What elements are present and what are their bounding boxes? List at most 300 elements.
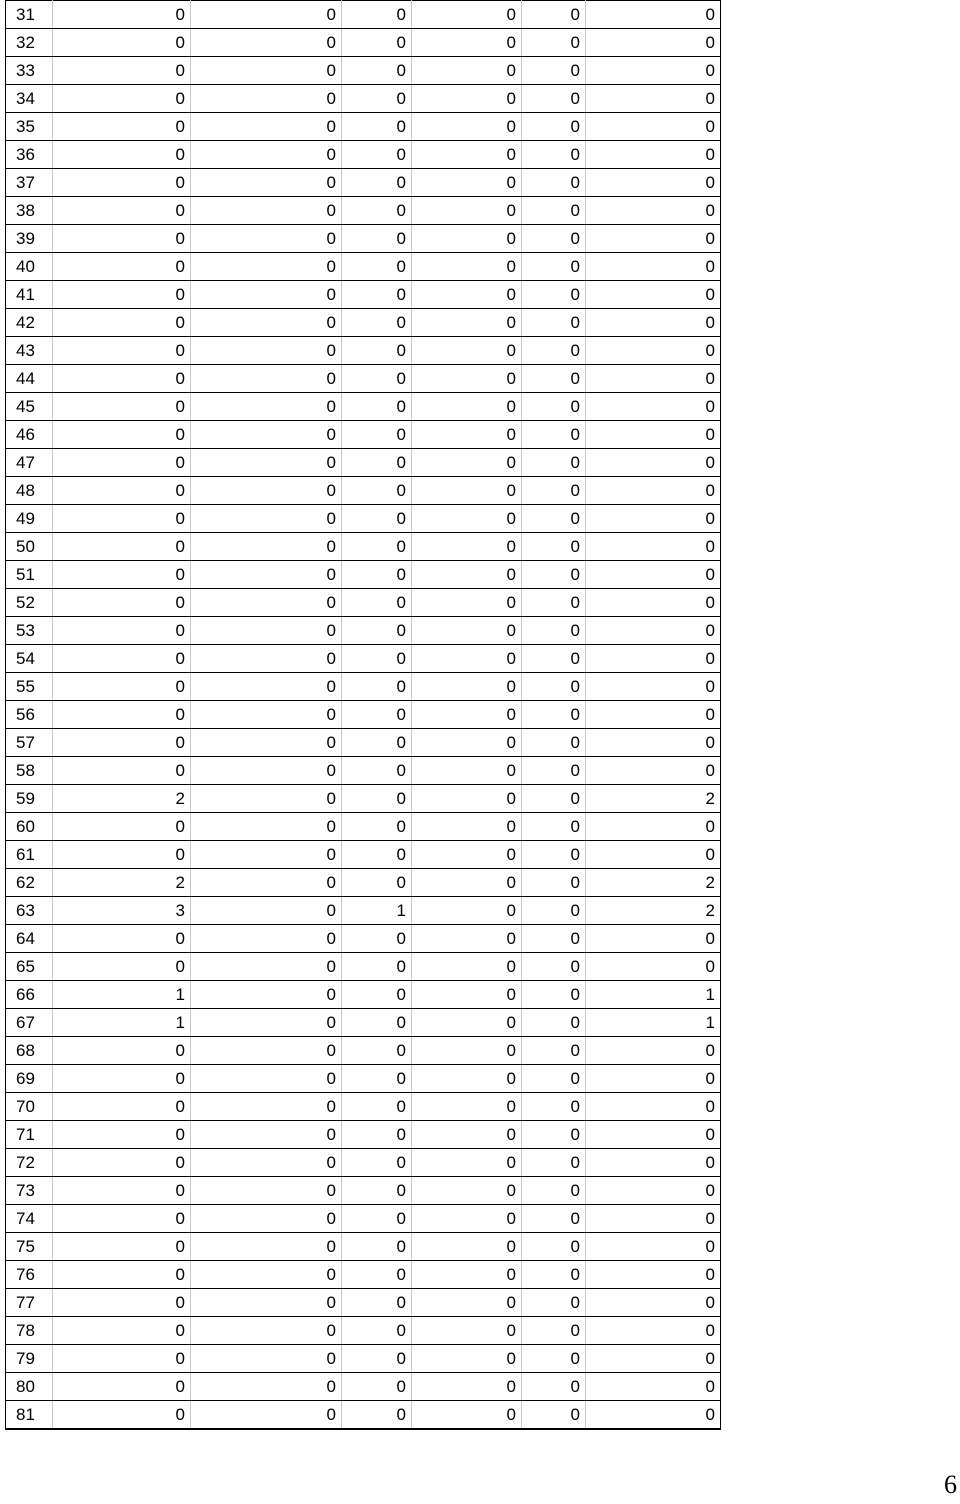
data-table (5, 0, 721, 1430)
row-number-cell: 68 (6, 1037, 53, 1065)
value-cell: 0 (412, 869, 522, 897)
value-cell: 0 (522, 813, 586, 841)
value-cell: 0 (412, 757, 522, 785)
value-cell: 0 (191, 785, 342, 813)
value-cell: 0 (586, 1205, 721, 1233)
value-cell: 0 (342, 225, 412, 253)
table-row (6, 1317, 721, 1345)
table-row (6, 869, 721, 897)
value-cell: 0 (191, 309, 342, 337)
table-row (6, 393, 721, 421)
value-cell: 0 (342, 85, 412, 113)
value-cell: 0 (191, 505, 342, 533)
value-cell: 0 (342, 57, 412, 85)
value-cell: 0 (53, 561, 191, 589)
value-cell: 0 (342, 113, 412, 141)
value-cell: 0 (586, 337, 721, 365)
value-cell: 1 (342, 897, 412, 925)
value-cell: 0 (412, 449, 522, 477)
value-cell: 0 (191, 421, 342, 449)
table-row (6, 477, 721, 505)
table-row (6, 505, 721, 533)
value-cell: 0 (522, 1289, 586, 1317)
value-cell: 0 (586, 253, 721, 281)
row-number-cell: 73 (6, 1177, 53, 1205)
table-row (6, 197, 721, 225)
value-cell: 0 (53, 617, 191, 645)
value-cell: 0 (412, 1177, 522, 1205)
value-cell: 0 (53, 673, 191, 701)
table-row (6, 253, 721, 281)
value-cell: 0 (412, 113, 522, 141)
value-cell: 0 (191, 197, 342, 225)
table-row (6, 1009, 721, 1037)
row-number-cell: 67 (6, 1009, 53, 1037)
value-cell: 0 (342, 1317, 412, 1345)
table-row (6, 1401, 721, 1430)
row-number-cell: 39 (6, 225, 53, 253)
row-number-cell: 80 (6, 1373, 53, 1401)
value-cell: 0 (586, 645, 721, 673)
value-cell: 0 (342, 757, 412, 785)
value-cell: 0 (342, 253, 412, 281)
table-row (6, 169, 721, 197)
value-cell: 0 (586, 1, 721, 29)
value-cell: 0 (586, 1345, 721, 1373)
value-cell: 0 (522, 589, 586, 617)
value-cell: 0 (191, 841, 342, 869)
row-number-cell: 70 (6, 1093, 53, 1121)
row-number-cell: 36 (6, 141, 53, 169)
value-cell: 0 (412, 1205, 522, 1233)
value-cell: 0 (191, 1093, 342, 1121)
value-cell: 0 (53, 477, 191, 505)
row-number-cell: 40 (6, 253, 53, 281)
row-number-cell: 34 (6, 85, 53, 113)
row-number-cell: 56 (6, 701, 53, 729)
table-row (6, 225, 721, 253)
value-cell: 0 (522, 785, 586, 813)
value-cell: 0 (412, 925, 522, 953)
table-row (6, 113, 721, 141)
value-cell: 0 (412, 813, 522, 841)
row-number-cell: 61 (6, 841, 53, 869)
value-cell: 0 (191, 141, 342, 169)
value-cell: 1 (53, 981, 191, 1009)
value-cell: 0 (522, 1, 586, 29)
table-row (6, 1289, 721, 1317)
value-cell: 0 (191, 757, 342, 785)
value-cell: 0 (586, 1177, 721, 1205)
value-cell: 0 (412, 85, 522, 113)
table-row (6, 1149, 721, 1177)
value-cell: 0 (412, 197, 522, 225)
value-cell: 0 (342, 869, 412, 897)
value-cell: 0 (586, 1289, 721, 1317)
value-cell: 0 (53, 505, 191, 533)
row-number-cell: 46 (6, 421, 53, 449)
value-cell: 0 (342, 1345, 412, 1373)
value-cell: 0 (586, 309, 721, 337)
table-row (6, 645, 721, 673)
value-cell: 0 (342, 281, 412, 309)
value-cell: 0 (53, 281, 191, 309)
value-cell: 0 (522, 981, 586, 1009)
value-cell: 0 (522, 757, 586, 785)
value-cell: 0 (191, 477, 342, 505)
value-cell: 0 (191, 1121, 342, 1149)
table-row (6, 1065, 721, 1093)
value-cell: 0 (522, 1065, 586, 1093)
value-cell: 0 (53, 141, 191, 169)
value-cell: 0 (586, 841, 721, 869)
row-number-cell: 59 (6, 785, 53, 813)
value-cell: 0 (53, 449, 191, 477)
value-cell: 0 (191, 1177, 342, 1205)
value-cell: 0 (412, 1233, 522, 1261)
value-cell: 0 (586, 1093, 721, 1121)
value-cell: 0 (586, 57, 721, 85)
row-number-cell: 66 (6, 981, 53, 1009)
row-number-cell: 64 (6, 925, 53, 953)
value-cell: 0 (412, 57, 522, 85)
value-cell: 0 (191, 1065, 342, 1093)
row-number-cell: 37 (6, 169, 53, 197)
value-cell: 0 (412, 785, 522, 813)
row-number-cell: 60 (6, 813, 53, 841)
value-cell: 0 (342, 505, 412, 533)
value-cell: 0 (191, 645, 342, 673)
value-cell: 0 (342, 645, 412, 673)
row-number-cell: 81 (6, 1401, 53, 1430)
value-cell: 0 (412, 561, 522, 589)
value-cell: 0 (586, 1401, 721, 1430)
table-row (6, 141, 721, 169)
value-cell: 0 (586, 953, 721, 981)
row-number-cell: 54 (6, 645, 53, 673)
value-cell: 0 (412, 141, 522, 169)
value-cell: 0 (191, 1289, 342, 1317)
value-cell: 0 (342, 477, 412, 505)
value-cell: 0 (191, 589, 342, 617)
value-cell: 0 (586, 477, 721, 505)
table-body (6, 1, 721, 1430)
row-number-cell: 62 (6, 869, 53, 897)
row-number-cell: 63 (6, 897, 53, 925)
row-number-cell: 41 (6, 281, 53, 309)
value-cell: 0 (522, 1121, 586, 1149)
value-cell: 0 (412, 533, 522, 561)
row-number-cell: 50 (6, 533, 53, 561)
value-cell: 0 (586, 225, 721, 253)
value-cell: 0 (412, 281, 522, 309)
value-cell: 0 (342, 1401, 412, 1430)
value-cell: 0 (342, 561, 412, 589)
value-cell: 1 (586, 981, 721, 1009)
table-row (6, 1345, 721, 1373)
value-cell: 0 (522, 57, 586, 85)
value-cell: 0 (342, 1149, 412, 1177)
value-cell: 0 (342, 1205, 412, 1233)
value-cell: 0 (191, 813, 342, 841)
value-cell: 0 (191, 869, 342, 897)
value-cell: 0 (586, 29, 721, 57)
value-cell: 0 (586, 589, 721, 617)
table-row (6, 981, 721, 1009)
value-cell: 0 (586, 925, 721, 953)
value-cell: 0 (522, 533, 586, 561)
value-cell: 0 (342, 1093, 412, 1121)
value-cell: 0 (191, 1233, 342, 1261)
value-cell: 0 (522, 561, 586, 589)
value-cell: 0 (342, 701, 412, 729)
value-cell: 0 (412, 841, 522, 869)
value-cell: 0 (53, 953, 191, 981)
row-number-cell: 74 (6, 1205, 53, 1233)
row-number-cell: 57 (6, 729, 53, 757)
table-row (6, 1373, 721, 1401)
value-cell: 0 (191, 57, 342, 85)
value-cell: 0 (412, 897, 522, 925)
value-cell: 0 (586, 169, 721, 197)
value-cell: 0 (53, 1205, 191, 1233)
table-row (6, 281, 721, 309)
value-cell: 0 (522, 393, 586, 421)
row-number-cell: 72 (6, 1149, 53, 1177)
value-cell: 0 (53, 393, 191, 421)
table-row (6, 1205, 721, 1233)
value-cell: 0 (342, 1009, 412, 1037)
table-row (6, 757, 721, 785)
value-cell: 0 (342, 421, 412, 449)
value-cell: 2 (586, 785, 721, 813)
value-cell: 0 (412, 365, 522, 393)
value-cell: 0 (342, 365, 412, 393)
value-cell: 0 (191, 1373, 342, 1401)
value-cell: 2 (586, 869, 721, 897)
value-cell: 0 (53, 169, 191, 197)
value-cell: 0 (412, 393, 522, 421)
value-cell: 0 (53, 1065, 191, 1093)
row-number-cell: 75 (6, 1233, 53, 1261)
value-cell: 0 (191, 169, 342, 197)
value-cell: 0 (522, 505, 586, 533)
value-cell: 0 (342, 393, 412, 421)
table-row (6, 813, 721, 841)
value-cell: 0 (586, 1373, 721, 1401)
value-cell: 0 (53, 1345, 191, 1373)
row-number-cell: 43 (6, 337, 53, 365)
value-cell: 0 (522, 29, 586, 57)
value-cell: 0 (342, 29, 412, 57)
value-cell: 0 (522, 141, 586, 169)
row-number-cell: 55 (6, 673, 53, 701)
value-cell: 0 (522, 197, 586, 225)
value-cell: 0 (342, 1037, 412, 1065)
row-number-cell: 71 (6, 1121, 53, 1149)
value-cell: 0 (586, 1149, 721, 1177)
value-cell: 0 (53, 841, 191, 869)
value-cell: 1 (53, 1009, 191, 1037)
value-cell: 0 (586, 1317, 721, 1345)
value-cell: 2 (53, 869, 191, 897)
value-cell: 0 (53, 1401, 191, 1430)
value-cell: 0 (586, 197, 721, 225)
value-cell: 0 (522, 1233, 586, 1261)
value-cell: 0 (53, 113, 191, 141)
value-cell: 0 (191, 29, 342, 57)
value-cell: 0 (342, 197, 412, 225)
table-row (6, 701, 721, 729)
value-cell: 0 (586, 141, 721, 169)
row-number-cell: 32 (6, 29, 53, 57)
value-cell: 0 (412, 505, 522, 533)
row-number-cell: 69 (6, 1065, 53, 1093)
value-cell: 0 (342, 617, 412, 645)
value-cell: 0 (53, 925, 191, 953)
value-cell: 0 (412, 169, 522, 197)
value-cell: 0 (191, 113, 342, 141)
table-row (6, 897, 721, 925)
table-row (6, 1233, 721, 1261)
value-cell: 0 (412, 1261, 522, 1289)
value-cell: 0 (342, 533, 412, 561)
value-cell: 3 (53, 897, 191, 925)
value-cell: 0 (586, 1065, 721, 1093)
row-number-cell: 76 (6, 1261, 53, 1289)
value-cell: 0 (342, 309, 412, 337)
value-cell: 0 (412, 1037, 522, 1065)
value-cell: 0 (522, 309, 586, 337)
value-cell: 0 (191, 617, 342, 645)
value-cell: 0 (586, 617, 721, 645)
value-cell: 0 (522, 841, 586, 869)
value-cell: 0 (342, 1177, 412, 1205)
value-cell: 0 (412, 421, 522, 449)
value-cell: 0 (53, 225, 191, 253)
value-cell: 0 (412, 1121, 522, 1149)
value-cell: 0 (342, 785, 412, 813)
value-cell: 0 (586, 729, 721, 757)
value-cell: 0 (191, 1, 342, 29)
value-cell: 0 (522, 365, 586, 393)
table-row (6, 953, 721, 981)
value-cell: 0 (342, 1, 412, 29)
value-cell: 0 (412, 1289, 522, 1317)
value-cell: 0 (53, 1261, 191, 1289)
value-cell: 0 (412, 225, 522, 253)
value-cell: 0 (412, 645, 522, 673)
value-cell: 0 (412, 1149, 522, 1177)
row-number-cell: 79 (6, 1345, 53, 1373)
value-cell: 0 (522, 281, 586, 309)
value-cell: 0 (522, 85, 586, 113)
value-cell: 0 (342, 589, 412, 617)
value-cell: 0 (191, 85, 342, 113)
value-cell: 0 (53, 85, 191, 113)
value-cell: 0 (586, 449, 721, 477)
value-cell: 0 (191, 561, 342, 589)
value-cell: 0 (53, 729, 191, 757)
value-cell: 0 (53, 29, 191, 57)
row-number-cell: 48 (6, 477, 53, 505)
value-cell: 0 (53, 1121, 191, 1149)
value-cell: 0 (586, 505, 721, 533)
value-cell: 0 (191, 897, 342, 925)
value-cell: 0 (191, 533, 342, 561)
value-cell: 0 (191, 729, 342, 757)
value-cell: 0 (522, 617, 586, 645)
value-cell: 0 (522, 1177, 586, 1205)
value-cell: 0 (53, 253, 191, 281)
value-cell: 0 (412, 1345, 522, 1373)
value-cell: 0 (53, 645, 191, 673)
value-cell: 0 (522, 869, 586, 897)
value-cell: 0 (191, 981, 342, 1009)
value-cell: 0 (191, 1317, 342, 1345)
value-cell: 0 (342, 925, 412, 953)
value-cell: 0 (412, 1401, 522, 1430)
value-cell: 0 (342, 673, 412, 701)
value-cell: 0 (412, 309, 522, 337)
table-row (6, 421, 721, 449)
value-cell: 0 (412, 589, 522, 617)
value-cell: 0 (522, 1317, 586, 1345)
value-cell: 0 (586, 1037, 721, 1065)
value-cell: 0 (522, 1205, 586, 1233)
table-row (6, 337, 721, 365)
value-cell: 0 (586, 421, 721, 449)
value-cell: 0 (191, 1205, 342, 1233)
value-cell: 0 (412, 1373, 522, 1401)
value-cell: 0 (412, 701, 522, 729)
table-row (6, 57, 721, 85)
value-cell: 0 (586, 673, 721, 701)
value-cell: 0 (191, 1345, 342, 1373)
table-row (6, 309, 721, 337)
value-cell: 0 (53, 701, 191, 729)
row-number-cell: 65 (6, 953, 53, 981)
value-cell: 0 (412, 253, 522, 281)
value-cell: 0 (342, 1233, 412, 1261)
value-cell: 0 (522, 925, 586, 953)
value-cell: 0 (53, 757, 191, 785)
value-cell: 0 (342, 1065, 412, 1093)
row-number-cell: 45 (6, 393, 53, 421)
value-cell: 0 (522, 253, 586, 281)
value-cell: 0 (191, 925, 342, 953)
value-cell: 0 (412, 617, 522, 645)
value-cell: 0 (191, 365, 342, 393)
row-number-cell: 42 (6, 309, 53, 337)
value-cell: 0 (522, 953, 586, 981)
value-cell: 0 (342, 337, 412, 365)
value-cell: 0 (191, 701, 342, 729)
value-cell: 0 (191, 1401, 342, 1430)
value-cell: 0 (53, 1037, 191, 1065)
value-cell: 0 (522, 113, 586, 141)
value-cell: 0 (342, 141, 412, 169)
value-cell: 0 (342, 1121, 412, 1149)
value-cell: 0 (586, 85, 721, 113)
table-row (6, 785, 721, 813)
value-cell: 0 (412, 477, 522, 505)
table-row (6, 1121, 721, 1149)
value-cell: 0 (586, 813, 721, 841)
value-cell: 0 (342, 169, 412, 197)
value-cell: 0 (53, 1149, 191, 1177)
value-cell: 0 (522, 1261, 586, 1289)
